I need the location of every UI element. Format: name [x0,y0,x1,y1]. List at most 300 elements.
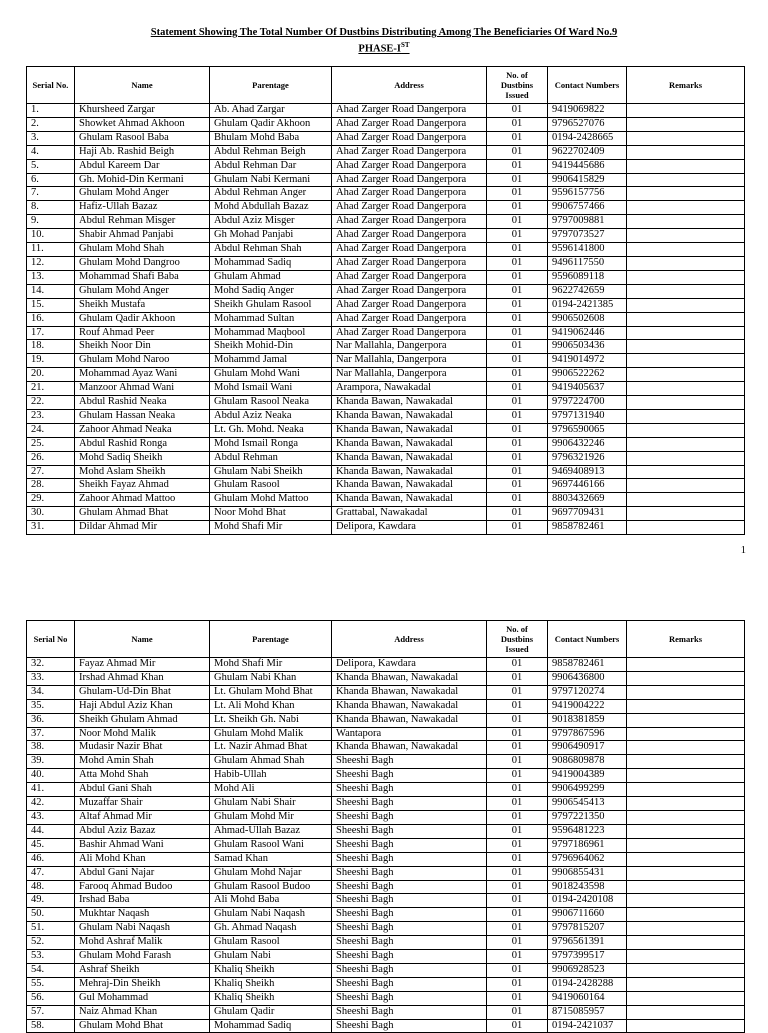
contact-cell: 9858782461 [548,521,627,535]
name-cell: Ghulam Mohd Anger [75,284,210,298]
name-cell: Ghulam Mohd Bhat [75,1019,210,1033]
phase-text: PHASE-I [358,43,402,55]
table-row [27,104,745,118]
table-row [27,797,745,811]
header-remarks: Remarks [627,67,745,104]
parentage-cell: Ghulam Rasool Neaka [210,396,332,410]
serial-cell: 15. [27,298,75,312]
contact-cell: 9419014972 [548,354,627,368]
serial-cell: 55. [27,977,75,991]
name-cell: Abdul Gani Najar [75,866,210,880]
name-cell: Gul Mohammad [75,991,210,1005]
table-row [27,507,745,521]
table-row [27,493,745,507]
parentage-cell: Ali Mohd Baba [210,894,332,908]
remarks-cell [627,783,745,797]
dustbins-issued-cell: 01 [487,741,548,755]
address-cell: Ahad Zarger Road Dangerpora [332,173,487,187]
dustbins-issued-cell: 01 [487,838,548,852]
serial-cell: 42. [27,797,75,811]
remarks-cell [627,936,745,950]
serial-cell: 26. [27,451,75,465]
remarks-cell [627,256,745,270]
table-row [27,215,745,229]
name-cell: Ali Mohd Khan [75,852,210,866]
parentage-cell: Abdul Aziz Misger [210,215,332,229]
serial-cell: 57. [27,1005,75,1019]
parentage-cell: Lt. Nazir Ahmad Bhat [210,741,332,755]
serial-cell: 2. [27,117,75,131]
parentage-cell: Gh. Ahmad Naqash [210,922,332,936]
table-row [27,769,745,783]
name-cell: Ghulam Mohd Naroo [75,354,210,368]
contact-cell: 9906545413 [548,797,627,811]
serial-cell: 34. [27,685,75,699]
remarks-cell [627,755,745,769]
parentage-cell: Mohd Sadiq Anger [210,284,332,298]
serial-cell: 53. [27,950,75,964]
name-cell: Dildar Ahmad Mir [75,521,210,535]
remarks-cell [627,145,745,159]
remarks-cell [627,950,745,964]
table-row [27,229,745,243]
header-parentage: Parentage [210,67,332,104]
remarks-cell [627,507,745,521]
table-row [27,465,745,479]
serial-cell: 7. [27,187,75,201]
address-cell: Ahad Zarger Road Dangerpora [332,104,487,118]
contact-cell: 9797815207 [548,922,627,936]
remarks-cell [627,354,745,368]
table-row [27,368,745,382]
name-cell: Shabir Ahmad Panjabi [75,229,210,243]
remarks-cell [627,699,745,713]
address-cell: Ahad Zarger Road Dangerpora [332,159,487,173]
contact-cell: 9906757466 [548,201,627,215]
parentage-cell: Ab. Ahad Zargar [210,104,332,118]
address-cell: Ahad Zarger Road Dangerpora [332,117,487,131]
remarks-cell [627,312,745,326]
remarks-cell [627,741,745,755]
serial-cell: 39. [27,755,75,769]
remarks-cell [627,713,745,727]
contact-cell: 9622742659 [548,284,627,298]
dustbins-issued-cell: 01 [487,326,548,340]
contact-cell: 9697709431 [548,507,627,521]
address-cell: Ahad Zarger Road Dangerpora [332,284,487,298]
dustbins-issued-cell: 01 [487,1005,548,1019]
contact-cell: 9596157756 [548,187,627,201]
serial-cell: 3. [27,131,75,145]
serial-cell: 14. [27,284,75,298]
dustbins-issued-cell: 01 [487,215,548,229]
remarks-cell [627,173,745,187]
dustbins-issued-cell: 01 [487,1019,548,1033]
serial-cell: 41. [27,783,75,797]
table-row [27,312,745,326]
beneficiary-table-page-2 [26,620,745,1033]
address-cell: Khanda Bhawan, Nawakadal [332,671,487,685]
contact-cell: 9796561391 [548,936,627,950]
address-cell: Khanda Bawan, Nawakadal [332,409,487,423]
parentage-cell: Mohd Ali [210,783,332,797]
serial-cell: 54. [27,963,75,977]
name-cell: Ghulam Mohd Farash [75,950,210,964]
dustbins-issued-cell: 01 [487,950,548,964]
serial-cell: 29. [27,493,75,507]
serial-cell: 32. [27,658,75,672]
address-cell: Sheeshi Bagh [332,866,487,880]
remarks-cell [627,922,745,936]
remarks-cell [627,465,745,479]
dustbins-issued-cell: 01 [487,727,548,741]
table-row [27,755,745,769]
parentage-cell: Mohd Ismail Ronga [210,437,332,451]
name-cell: Irshad Baba [75,894,210,908]
contact-cell: 9906432246 [548,437,627,451]
table-body-page-2 [27,671,745,1033]
table-row [27,173,745,187]
address-cell: Khanda Bawan, Nawakadal [332,396,487,410]
phase-heading [0,39,768,56]
contact-cell: 9419060164 [548,991,627,1005]
dustbins-issued-cell: 01 [487,479,548,493]
remarks-cell [627,685,745,699]
serial-cell: 9. [27,215,75,229]
name-cell: Abdul Kareem Dar [75,159,210,173]
remarks-cell [627,243,745,257]
name-cell: Haji Ab. Rashid Beigh [75,145,210,159]
serial-cell: 8. [27,201,75,215]
document-title: Statement Showing The Total Number Of Dustbins Distributing Among The Beneficiaries Of Ward No.9 [150,27,618,38]
contact-cell: 9086809878 [548,755,627,769]
remarks-cell [627,852,745,866]
contact-cell: 9419004389 [548,769,627,783]
address-cell: Sheeshi Bagh [332,991,487,1005]
dustbins-issued-cell: 01 [487,229,548,243]
name-cell: Ghulam Qadir Akhoon [75,312,210,326]
address-cell: Delipora, Kawdara [332,658,487,672]
serial-cell: 51. [27,922,75,936]
address-cell: Sheeshi Bagh [332,936,487,950]
remarks-cell [627,727,745,741]
remarks-cell [627,396,745,410]
dustbins-issued-cell: 01 [487,963,548,977]
parentage-cell: Ghulam Mohd Malik [210,727,332,741]
serial-cell: 19. [27,354,75,368]
name-cell: Rouf Ahmad Peer [75,326,210,340]
remarks-cell [627,437,745,451]
remarks-cell [627,131,745,145]
header-dustbins-issued: No. of Dustbins Issued [487,621,548,658]
table-row [27,396,745,410]
contact-cell: 9419445686 [548,159,627,173]
dustbins-issued-cell: 01 [487,755,548,769]
address-cell: Khanda Bawan, Nawakadal [332,423,487,437]
remarks-cell [627,215,745,229]
parentage-cell: Lt. Gh. Mohd. Neaka [210,423,332,437]
remarks-cell [627,908,745,922]
contact-cell: 9906522262 [548,368,627,382]
name-cell: Hafiz-Ullah Bazaz [75,201,210,215]
remarks-cell [627,201,745,215]
dustbins-issued-cell: 01 [487,396,548,410]
table-header-row [27,621,745,658]
contact-cell: 9906711660 [548,908,627,922]
address-cell: Sheeshi Bagh [332,769,487,783]
serial-cell: 38. [27,741,75,755]
serial-cell: 47. [27,866,75,880]
contact-cell: 9496117550 [548,256,627,270]
parentage-cell: Ghulam Mohd Mattoo [210,493,332,507]
dustbins-issued-cell: 01 [487,465,548,479]
contact-cell: 9906502608 [548,312,627,326]
table-row [27,256,745,270]
address-cell: Sheeshi Bagh [332,783,487,797]
name-cell: Fayaz Ahmad Mir [75,658,210,672]
name-cell: Ghulam Mohd Shah [75,243,210,257]
table-row [27,270,745,284]
contact-cell: 9419004222 [548,699,627,713]
dustbins-issued-cell: 01 [487,507,548,521]
table-row [27,908,745,922]
document-page-2 [0,578,768,1031]
contact-cell: 9797186961 [548,838,627,852]
name-cell: Ghulam Ahmad Bhat [75,507,210,521]
remarks-cell [627,671,745,685]
serial-cell: 25. [27,437,75,451]
table-row [27,713,745,727]
serial-cell: 40. [27,769,75,783]
address-cell: Ahad Zarger Road Dangerpora [332,326,487,340]
parentage-cell: Mohammad Maqbool [210,326,332,340]
remarks-cell [627,866,745,880]
table-row [27,866,745,880]
name-cell: Mehraj-Din Sheikh [75,977,210,991]
contact-cell: 9596089118 [548,270,627,284]
dustbins-issued-cell: 01 [487,880,548,894]
address-cell: Ahad Zarger Road Dangerpora [332,298,487,312]
contact-cell: 9796590065 [548,423,627,437]
serial-cell: 45. [27,838,75,852]
parentage-cell: Ghulam Ahmad Shah [210,755,332,769]
header-contact: Contact Numbers [548,621,627,658]
address-cell: Sheeshi Bagh [332,880,487,894]
parentage-cell: Habib-Ullah [210,769,332,783]
serial-cell: 20. [27,368,75,382]
name-cell: Mohd Sadiq Sheikh [75,451,210,465]
remarks-cell [627,797,745,811]
address-cell: Sheeshi Bagh [332,977,487,991]
parentage-cell: Abdul Aziz Neaka [210,409,332,423]
table-row [27,423,745,437]
address-cell: Grattabal, Nawakadal [332,507,487,521]
address-cell: Sheeshi Bagh [332,1005,487,1019]
name-cell: Mohammad Ayaz Wani [75,368,210,382]
table-carryover-row [27,658,745,672]
name-cell: Altaf Ahmad Mir [75,810,210,824]
remarks-cell [627,479,745,493]
parentage-cell: Ghulam Rasool Budoo [210,880,332,894]
serial-cell: 28. [27,479,75,493]
remarks-cell [627,409,745,423]
contact-cell: 9858782461 [548,658,627,672]
serial-cell: 16. [27,312,75,326]
serial-cell: 11. [27,243,75,257]
name-cell: Sheikh Fayaz Ahmad [75,479,210,493]
table-row [27,671,745,685]
remarks-cell [627,894,745,908]
address-cell: Sheeshi Bagh [332,908,487,922]
parentage-cell: Mohd Ismail Wani [210,382,332,396]
parentage-cell: Ghulam Nabi Naqash [210,908,332,922]
header-dustbins-issued: No. of Dustbins Issued [487,67,548,104]
dustbins-issued-cell: 01 [487,713,548,727]
address-cell: Sheeshi Bagh [332,852,487,866]
remarks-cell [627,658,745,672]
parentage-cell: Mohammad Sadiq [210,256,332,270]
phase-superscript: ST [401,41,410,49]
dustbins-issued-cell: 01 [487,312,548,326]
dustbins-issued-cell: 01 [487,187,548,201]
parentage-cell: Bhulam Mohd Baba [210,131,332,145]
dustbins-issued-cell: 01 [487,354,548,368]
address-cell: Khanda Bhawan, Nawakadal [332,741,487,755]
parentage-cell: Ghulam Mohd Wani [210,368,332,382]
dustbins-issued-cell: 01 [487,382,548,396]
remarks-cell [627,117,745,131]
dustbins-issued-cell: 01 [487,936,548,950]
contact-cell: 9797867596 [548,727,627,741]
header-name: Name [75,621,210,658]
name-cell: Muzaffar Shair [75,797,210,811]
name-cell: Manzoor Ahmad Wani [75,382,210,396]
parentage-cell: Lt. Ali Mohd Khan [210,699,332,713]
parentage-cell: Abdul Rehman Shah [210,243,332,257]
name-cell: Zahoor Ahmad Mattoo [75,493,210,507]
serial-cell: 36. [27,713,75,727]
serial-cell: 52. [27,936,75,950]
contact-cell: 9018381859 [548,713,627,727]
serial-cell: 1. [27,104,75,118]
parentage-cell: Ghulam Rasool [210,936,332,950]
remarks-cell [627,340,745,354]
contact-cell: 9797221350 [548,810,627,824]
remarks-cell [627,284,745,298]
table-row [27,409,745,423]
page-number: 1 [740,545,746,556]
contact-cell: 0194-2428288 [548,977,627,991]
name-cell: Bashir Ahmad Wani [75,838,210,852]
table-row [27,783,745,797]
serial-cell: 23. [27,409,75,423]
parentage-cell: Ghulam Nabi Shair [210,797,332,811]
parentage-cell: Abdul Rehman Dar [210,159,332,173]
dustbins-issued-cell: 01 [487,173,548,187]
contact-cell: 8715085957 [548,1005,627,1019]
name-cell: Showket Ahmad Akhoon [75,117,210,131]
name-cell: Mohd Amin Shah [75,755,210,769]
contact-cell: 9796527076 [548,117,627,131]
address-cell: Sheeshi Bagh [332,950,487,964]
serial-cell: 58. [27,1019,75,1033]
parentage-cell: Sheikh Ghulam Rasool [210,298,332,312]
dustbins-issued-cell: 01 [487,769,548,783]
address-cell: Ahad Zarger Road Dangerpora [332,187,487,201]
remarks-cell [627,977,745,991]
dustbins-issued-cell: 01 [487,977,548,991]
table-row [27,727,745,741]
table-row [27,936,745,950]
parentage-cell: Ghulam Ahmad [210,270,332,284]
contact-cell: 0194-2420108 [548,894,627,908]
parentage-cell: Ghulam Nabi Khan [210,671,332,685]
table-row [27,1005,745,1019]
dustbins-issued-cell: 01 [487,866,548,880]
table-row [27,479,745,493]
dustbins-issued-cell: 01 [487,243,548,257]
table-header-row [27,67,745,104]
address-cell: Ahad Zarger Road Dangerpora [332,145,487,159]
contact-cell: 9622702409 [548,145,627,159]
parentage-cell: Mohd Abdullah Bazaz [210,201,332,215]
name-cell: Sheikh Noor Din [75,340,210,354]
remarks-cell [627,423,745,437]
address-cell: Sheeshi Bagh [332,797,487,811]
table-row [27,340,745,354]
serial-cell: 22. [27,396,75,410]
address-cell: Sheeshi Bagh [332,838,487,852]
contact-cell: 0194-2421037 [548,1019,627,1033]
remarks-cell [627,963,745,977]
contact-cell: 9906928523 [548,963,627,977]
remarks-cell [627,451,745,465]
remarks-cell [627,493,745,507]
parentage-cell: Lt. Sheikh Gh. Nabi [210,713,332,727]
table-row [27,741,745,755]
dustbins-issued-cell: 01 [487,368,548,382]
contact-cell: 9697446166 [548,479,627,493]
address-cell: Wantapora [332,727,487,741]
parentage-cell: Mohd Shafi Mir [210,521,332,535]
parentage-cell: Ghulam Mohd Mir [210,810,332,824]
header-address: Address [332,621,487,658]
dustbins-issued-cell: 01 [487,423,548,437]
parentage-cell: Lt. Ghulam Mohd Bhat [210,685,332,699]
dustbins-issued-cell: 01 [487,797,548,811]
header-address: Address [332,67,487,104]
table-row [27,880,745,894]
parentage-cell: Abdul Rehman Beigh [210,145,332,159]
dustbins-issued-cell: 01 [487,922,548,936]
serial-cell: 43. [27,810,75,824]
contact-cell: 9906436800 [548,671,627,685]
contact-cell: 9469408913 [548,465,627,479]
address-cell: Sheeshi Bagh [332,963,487,977]
dustbins-issued-cell: 01 [487,270,548,284]
name-cell: Ghulam Nabi Naqash [75,922,210,936]
address-cell: Sheeshi Bagh [332,894,487,908]
contact-cell: 9797073527 [548,229,627,243]
beneficiary-table-page-1 [26,66,745,535]
address-cell: Sheeshi Bagh [332,1019,487,1033]
dustbins-issued-cell: 01 [487,852,548,866]
contact-cell: 9596141800 [548,243,627,257]
table-row [27,685,745,699]
remarks-cell [627,159,745,173]
contact-cell: 9797009881 [548,215,627,229]
contact-cell: 9906499299 [548,783,627,797]
